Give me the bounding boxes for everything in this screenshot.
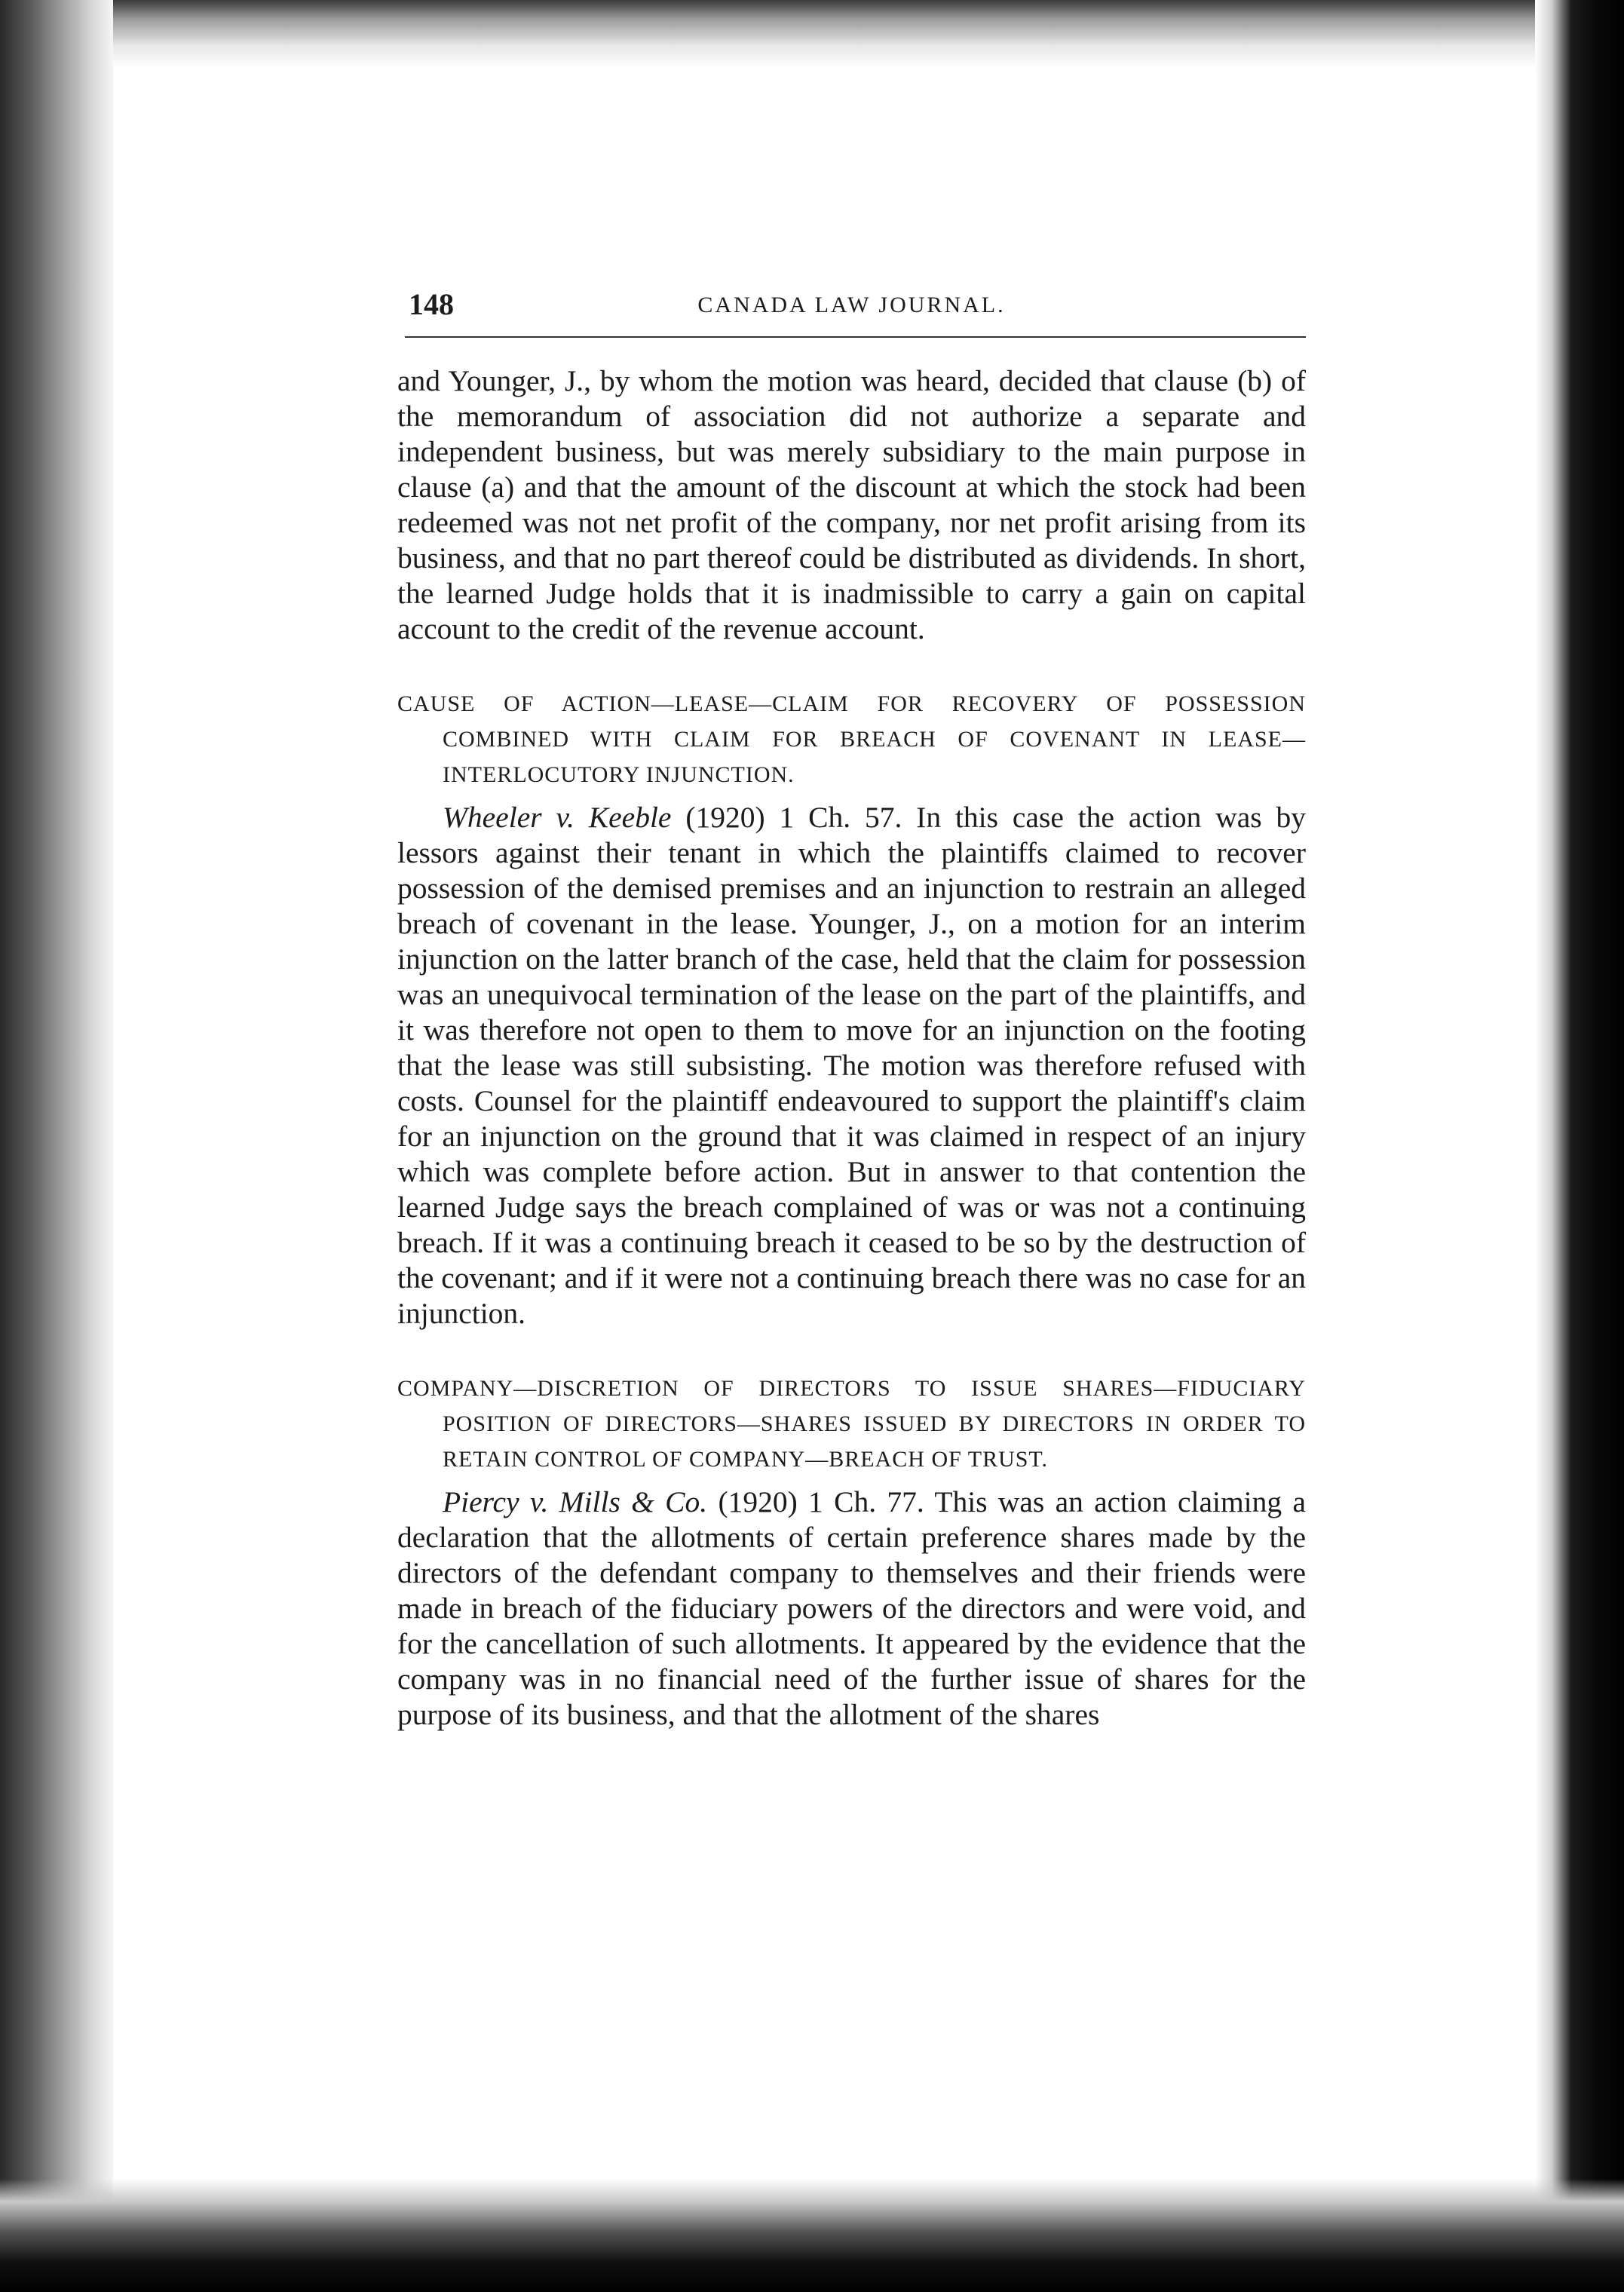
paragraph-text: (1920) 1 Ch. 77. This was an action claiming a declaration that the allotments of certain preference shares made by the directors of the defendant company to themselves and their friends were made in breach of the fiduciary powers of the directors and were void, and for the cancellation of such allotments. It appeared by the evidence that the company was in no financial need of the further issue of shares for the purpose of its business, and that the allotment of the shares [397,1485,1306,1731]
paragraph-text: (1920) 1 Ch. 57. In this case the action was by lessors against their tenant in which the plaintiffs claimed to recover possession of the demised premises and an injunction to restrain an alleged breach of covenant in the lease. Younger, J., on a motion for an interim injunction on the latter branch of the case, held that the claim for possession was an unequivocal termination of the lease on the part of the plaintiffs, and it was therefore not open to them to move for an injunction on the footing that the lease was still subsisting. The motion was therefore refused with costs. Counsel for the plaintiff endeavoured to support the plaintiff's claim for an injunction on the ground that it was claimed in respect of an injury which was complete before action. But in answer to that contention the learned Judge says the breach complained of was or was not a continuing breach. If it was a continuing breach it ceased to be so by the destruction of the covenant; and if it were not a continuing breach there was no case for an injunction. [397,801,1306,1330]
scan-edge-left [0,0,113,2292]
page-number: 148 [409,287,454,321]
case-name: Wheeler v. Keeble [443,801,672,834]
journal-page [397,286,1306,1733]
case-paragraph-wheeler [397,800,1306,1331]
header-rule [405,336,1306,338]
section-heading-cause-of-action: CAUSE OF ACTION—LEASE—CLAIM FOR RECOVERY OF POSSESSION COMBINED WITH CLAIM FOR BREACH OF COVENANT IN LEASE—INTERLOCUTORY INJUNCTION. [397,691,1306,787]
scan-edge-top [0,0,1624,68]
scan-edge-bottom [0,2179,1624,2292]
continuation-paragraph [397,363,1306,647]
case-paragraph-piercy [397,1485,1306,1733]
case-name: Piercy v. Mills & Co. [443,1485,708,1518]
section-heading-company: COMPANY—DISCRETION OF DIRECTORS TO ISSUE SHARES—FIDUCIARY POSITION OF DIRECTORS—SHARES ISSUED BY DIRECTORS IN ORDER TO RETAIN CONTROL OF COMPANY—BREACH OF TRUST. [397,1376,1306,1472]
journal-title: CANADA LAW JOURNAL. [697,293,1006,317]
scan-edge-right [1535,0,1624,2292]
paragraph-text: and Younger, J., by whom the motion was heard, decided that clause (b) of the memorandum of association did not authorize a separate and independent business, but was merely subsidiary to the main purpose in clause (a) and that the amount of the discount at which the stock had been redeemed was not net profit of the company, nor net profit arising from its business, and that no part thereof could be distributed as dividends. In short, the learned Judge holds that it is inadmissible to carry a gain on capital account to the credit of the revenue account. [397,364,1306,645]
running-head [397,286,1306,332]
